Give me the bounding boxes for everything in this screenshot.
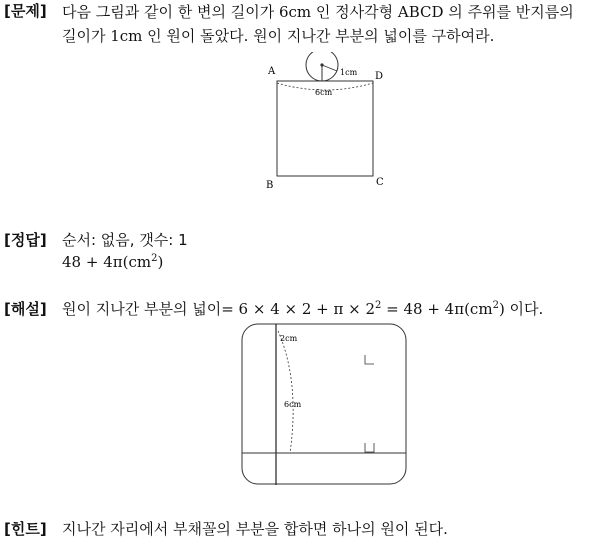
dashed-measure-curve (278, 331, 293, 453)
solution-label: [해설] (4, 300, 47, 318)
answer-expr-tail: ) (157, 253, 164, 271)
right-angle-mark-top (365, 355, 374, 364)
vertex-c: C (376, 177, 384, 188)
vertex-d: D (375, 71, 384, 82)
answer-line-1: 순서: 없음, 갯수: 1 (62, 231, 188, 249)
problem-figure (262, 52, 392, 192)
answer-expression (62, 253, 163, 271)
solution-text-mid: = 48 + 4π(cm (381, 300, 493, 318)
radius-label: 1cm (340, 68, 358, 77)
radius-arrow (322, 65, 337, 71)
problem-line-1: 다음 그림과 같이 한 변의 길이가 6cm 인 정사각형 ABCD 의 주위를 반지름의 (62, 3, 574, 21)
swept-region-outline (242, 324, 406, 484)
right-angle-mark-bottom (365, 443, 374, 452)
solution-text-prefix: 원이 지나간 부분의 넓이= 6 × 4 × 2 + π × 2 (62, 300, 375, 318)
vertex-b: B (266, 180, 274, 191)
answer-expr-exponent: 2 (151, 253, 158, 264)
side-label: 6cm (315, 88, 333, 97)
hint-text: 지나간 자리에서 부채꼴의 부분을 합하면 하나의 원이 된다. (62, 520, 448, 538)
problem-line-2: 길이가 1cm 인 원이 돌았다. 원이 지나간 부분의 넓이를 구하여라. (62, 27, 495, 45)
problem-label: [문제] (4, 2, 47, 20)
solution-text (62, 298, 543, 319)
answer-label: [정답] (4, 231, 47, 249)
solution-figure (238, 321, 410, 489)
solution-exponent-2: 2 (492, 300, 499, 311)
solution-text-suffix: ) 이다. (498, 300, 544, 318)
hint-label: [힌트] (4, 520, 47, 538)
answer-expr-main: 48 + 4π(cm (62, 253, 152, 271)
side-label-6cm: 6cm (284, 400, 302, 409)
radius-label-2cm: 2cm (280, 334, 298, 343)
vertex-a: A (268, 66, 276, 77)
solution-exponent-1: 2 (375, 300, 382, 311)
